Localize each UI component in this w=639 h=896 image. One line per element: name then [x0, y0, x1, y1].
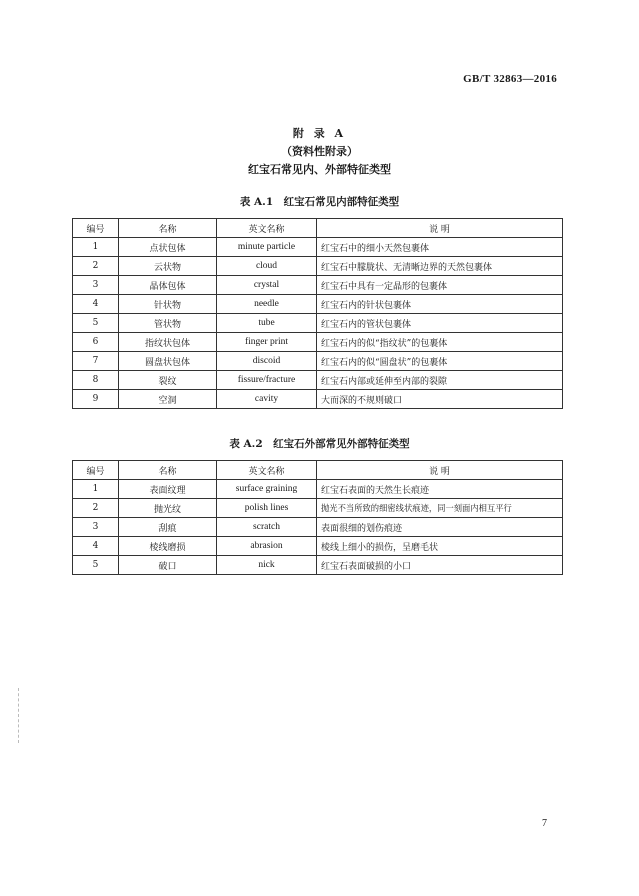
cell-number: 1: [73, 238, 119, 257]
table-row: [73, 390, 563, 409]
table-row: [73, 352, 563, 371]
table-row: [73, 314, 563, 333]
cell-english-name: tube: [217, 314, 317, 333]
table2-external-features: [72, 460, 563, 575]
cell-description: 红宝石中具有一定晶形的包裹体: [317, 276, 563, 295]
table-row: [73, 295, 563, 314]
cell-number: 8: [73, 371, 119, 390]
cell-number: 6: [73, 333, 119, 352]
table-row: [73, 371, 563, 390]
cell-english-name: cloud: [217, 257, 317, 276]
table-row: [73, 257, 563, 276]
cell-description: 红宝石中的细小天然包裹体: [317, 238, 563, 257]
cell-name: 裂纹: [119, 371, 217, 390]
col-header-name: 名称: [119, 461, 217, 480]
cell-description: 抛光不当所致的细密线状痕迹，同一刻面内相互平行: [317, 499, 563, 518]
table-row: [73, 238, 563, 257]
table-row: [73, 276, 563, 295]
standard-code: GB/T 32863—2016: [463, 73, 557, 85]
cell-english-name: scratch: [217, 518, 317, 537]
col-header-english-name: 英文名称: [217, 219, 317, 238]
cell-english-name: nick: [217, 556, 317, 575]
table-row: [73, 480, 563, 499]
cell-description: 红宝石内的针状包裹体: [317, 295, 563, 314]
table1-internal-features: [72, 218, 563, 409]
table-header-row: [73, 219, 563, 238]
cell-name: 管状物: [119, 314, 217, 333]
cell-english-name: discoid: [217, 352, 317, 371]
table-header-row: [73, 461, 563, 480]
col-header-number: 编号: [73, 461, 119, 480]
table1-caption: 表 A.1 红宝石常见内部特征类型: [239, 196, 400, 208]
cell-name: 云状物: [119, 257, 217, 276]
cell-name: 破口: [119, 556, 217, 575]
cell-description: 红宝石表面的天然生长痕迹: [317, 480, 563, 499]
cell-english-name: minute particle: [217, 238, 317, 257]
cell-english-name: finger print: [217, 333, 317, 352]
cell-number: 2: [73, 257, 119, 276]
cell-name: 点状包体: [119, 238, 217, 257]
cell-number: 3: [73, 276, 119, 295]
cell-number: 9: [73, 390, 119, 409]
cell-name: 棱线磨损: [119, 537, 217, 556]
cell-number: 7: [73, 352, 119, 371]
cell-description: 红宝石表面破损的小口: [317, 556, 563, 575]
cell-name: 指纹状包体: [119, 333, 217, 352]
cell-name: 刮痕: [119, 518, 217, 537]
cell-number: 5: [73, 314, 119, 333]
col-header-number: 编号: [73, 219, 119, 238]
cell-number: 4: [73, 295, 119, 314]
annex-title: 附 录 A: [292, 127, 347, 140]
page-number: 7: [542, 818, 547, 829]
cell-description: 红宝石内部或延伸至内部的裂隙: [317, 371, 563, 390]
table-row: [73, 499, 563, 518]
cell-english-name: polish lines: [217, 499, 317, 518]
cell-description: 红宝石中朦胧状、无清晰边界的天然包裹体: [317, 257, 563, 276]
cell-english-name: abrasion: [217, 537, 317, 556]
table-row: [73, 537, 563, 556]
binding-margin-marks: [18, 688, 20, 743]
cell-name: 抛光纹: [119, 499, 217, 518]
cell-english-name: fissure/fracture: [217, 371, 317, 390]
annex-note: （资料性附录）: [281, 145, 358, 158]
cell-name: 表面纹理: [119, 480, 217, 499]
cell-english-name: surface graining: [217, 480, 317, 499]
col-header-description: 说 明: [317, 461, 563, 480]
cell-description: 大而深的不规则破口: [317, 390, 563, 409]
table2-caption: 表 A.2 红宝石外部常见外部特征类型: [229, 438, 410, 450]
col-header-english-name: 英文名称: [217, 461, 317, 480]
cell-number: 3: [73, 518, 119, 537]
cell-name: 空洞: [119, 390, 217, 409]
cell-description: 红宝石内的管状包裹体: [317, 314, 563, 333]
cell-english-name: crystal: [217, 276, 317, 295]
annex-subtitle: 红宝石常见内、外部特征类型: [248, 163, 391, 176]
table-row: [73, 333, 563, 352]
cell-number: 4: [73, 537, 119, 556]
cell-name: 针状物: [119, 295, 217, 314]
cell-description: 表面很细的划伤痕迹: [317, 518, 563, 537]
cell-number: 2: [73, 499, 119, 518]
cell-name: 晶体包体: [119, 276, 217, 295]
cell-number: 5: [73, 556, 119, 575]
cell-english-name: needle: [217, 295, 317, 314]
cell-description: 红宝石内的似“指纹状”的包裹体: [317, 333, 563, 352]
cell-english-name: cavity: [217, 390, 317, 409]
col-header-description: 说 明: [317, 219, 563, 238]
table-row: [73, 518, 563, 537]
cell-description: 棱线上细小的损伤，呈磨毛状: [317, 537, 563, 556]
table-row: [73, 556, 563, 575]
col-header-name: 名称: [119, 219, 217, 238]
cell-number: 1: [73, 480, 119, 499]
cell-name: 圆盘状包体: [119, 352, 217, 371]
cell-description: 红宝石内的似“圆盘状”的包裹体: [317, 352, 563, 371]
